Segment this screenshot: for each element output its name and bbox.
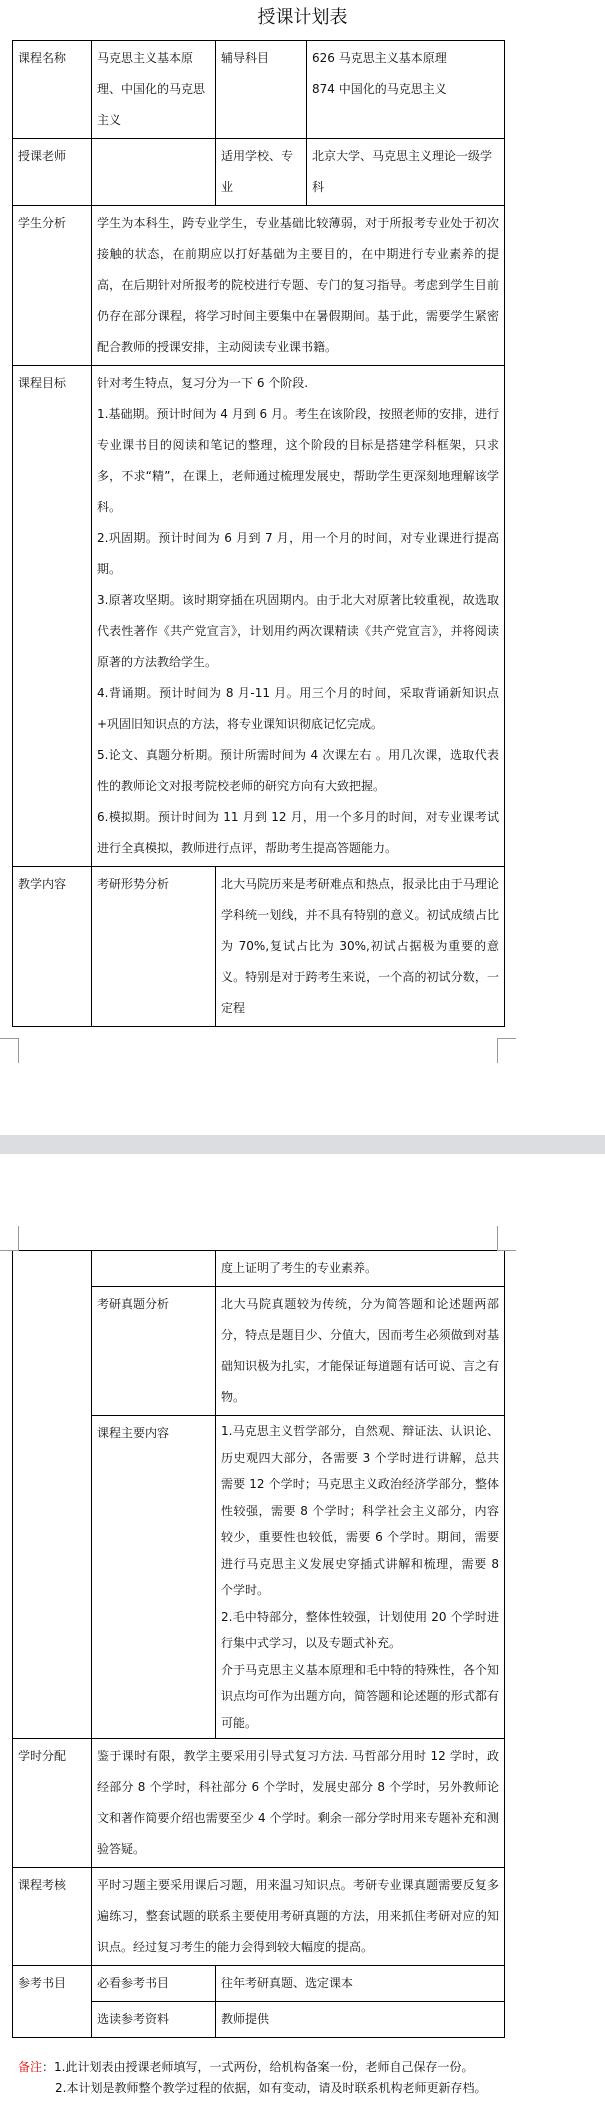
trend-value-continued (216, 1251, 505, 1287)
ref-row-label: 选读参考资料 (92, 2002, 216, 2038)
school-label: 适用学校、专业 (216, 139, 307, 206)
assess-text: 平时习题主要采用课后习题，用来温习知识点。考研专业课真题需要反复多遍练习，整套试题的联系主要使用考研真题的方法，用来抓住考研对应的知识点。经过复习考生的能力会得到较大幅度的提高。 (97, 1878, 500, 1954)
trend-label: 考研形势分析 (92, 867, 216, 1027)
assess-label: 课程考核 (13, 1868, 92, 1966)
plan-table-page2 (12, 1250, 505, 2038)
trend-text: 北大马院历来是考研难点和热点，报录比由于马理论学科统一划线，并不具有特别的意义。初试成绩占比为 70%,复试占比为 30%,初试占据极为重要的意义。特别是对于跨考生来说，一个高的初试分数，一定程 (221, 877, 499, 1015)
trend-value (216, 867, 505, 1027)
content-label-continued (13, 1251, 92, 1739)
hours-text: 鉴于课时有限，教学主要采用引导式复习方法. 马哲部分用时 12 学时，政经部分 8 个学时，科社部分 6 个学时，发展史部分 8 个学时，另外教师论文和著作简要介绍也需要至少 4 个学时。剩余一部分学时用来专题补充和测验答疑。 (97, 1749, 500, 1856)
ref-label: 参考书目 (13, 1966, 92, 2038)
main-paragraph: 2.毛中特部分，整体性较强，计划使用 20 个学时进行集中式学习，以及专题式补充。 (221, 1609, 500, 1650)
trend-label-continued (92, 1251, 216, 1287)
hours-label: 学时分配 (13, 1739, 92, 1868)
page-corner-mark (497, 1226, 516, 1251)
main-paragraph: 1.马克思主义哲学部分，自然观、辩证法、认识论、历史观四大部分，各需要 3 个学时进行讲解，总共需要 12 个学时；马克思主义政治经济学部分，整体性较强，需要 8 个学时；科学社会主义部分，内容较少，重要性也较低，需要 6 个学时。期间，需要进行马克思主义发展史穿插式讲解和梳理，需要 8 个学时。 (221, 1424, 500, 1597)
student-text: 学生为本科生，跨专业学生，专业基础比较薄弱，对于所报考专业处于初次接触的状态，在前期应以打好基础为主要目的，在中期进行专业素养的提高，在后期针对所报考的院校进行专题、专门的复习指导。考虑到学生目前仍存在部分课程，将学习时间主要集中在暑假期间。基于此，需要学生紧密配合教师的授课安排，主动阅读专业课书籍。 (97, 216, 499, 354)
subject-value: 626 马克思主义基本原理 (312, 51, 447, 65)
notes-label: 备注 (18, 2060, 43, 2074)
goal-paragraph: 4.背诵期。预计时间为 8 月-11 月。用三个月的时间，采取背诵新知识点+巩固旧知识点的方法，将专业课知识彻底记忆完成。 (97, 686, 499, 731)
goal-label: 课程目标 (13, 366, 92, 867)
ref-row-label: 必看参考书目 (92, 1966, 216, 2002)
goal-paragraph: 2.巩固期。预计时间为 6 月到 7 月，用一个月的时间，对专业课进行提高期。 (97, 531, 499, 576)
hours-value (92, 1739, 505, 1868)
main-paragraph: 介于马克思主义基本原理和毛中特的特殊性，各个知识点均可作为出题方向，简答题和论述题的形式都有可能。 (221, 1662, 500, 1730)
ref-row-value: 往年考研真题、选定课本 (216, 1966, 505, 2002)
page-title: 授课计划表 (257, 7, 348, 28)
exam-label: 考研真题分析 (92, 1287, 216, 1416)
student-label: 学生分析 (13, 206, 92, 366)
main-value (216, 1416, 505, 1739)
content-label: 教学内容 (13, 867, 92, 1027)
page-break (0, 1027, 605, 1250)
teacher-value (92, 139, 216, 206)
course-name-value: 马克思主义基本原理、中国化的马克思主义 (92, 41, 216, 139)
subject-value: 874 中国化的马克思主义 (312, 82, 447, 96)
ref-row-value: 教师提供 (216, 2002, 505, 2038)
exam-value (216, 1287, 505, 1416)
page-corner-mark (0, 1038, 19, 1063)
course-name-label: 课程名称 (13, 41, 92, 139)
plan-table-page1 (12, 40, 505, 1027)
goal-paragraph: 针对考生特点，复习分为一下 6 个阶段. (97, 376, 309, 390)
notes-colon: ： (42, 2060, 55, 2074)
note-item: 1.此计划表由授课老师填写，一式两份，给机构备案一份，老师自己保存一份。 (54, 2060, 474, 2074)
subject-label: 辅导科目 (216, 41, 307, 139)
student-value (92, 206, 505, 366)
exam-text: 北大马院真题较为传统，分为简答题和论述题两部分，特点是题目少、分值大，因而考生必须做到对基础知识极为扎实，才能保证每道题有话可说、言之有物。 (221, 1297, 500, 1404)
goal-paragraph: 5.论文、真题分析期。预计所需时间为 4 次课左右 。用几次课，选取代表性的教师论文对报考院校老师的研究方向有大致把握。 (97, 748, 499, 793)
teacher-label: 授课老师 (13, 139, 92, 206)
main-label: 课程主要内容 (92, 1416, 216, 1739)
goal-value (92, 366, 505, 867)
goal-paragraph: 1.基础期。预计时间为 4 月到 6 月。考生在该阶段，按照老师的安排，进行专业课书目的阅读和笔记的整理，这个阶段的目标是搭建学科框架，只求多，不求“精”，在课上，老师通过梳理发展史，帮助学生更深刻地理解该学科。 (97, 407, 499, 514)
school-value: 北京大学、马克思主义理论一级学科 (307, 139, 505, 206)
trend-text-continued: 度上证明了考生的专业素养。 (221, 1261, 378, 1275)
assess-value (92, 1868, 505, 1966)
page-corner-mark (0, 1226, 19, 1251)
goal-paragraph: 6.模拟期。预计时间为 11 月到 12 月，用一个多月的时间，对专业课考试进行全真模拟，教师进行点评，帮助考生提高答题能力。 (97, 810, 499, 855)
notes (18, 2057, 605, 2109)
page-break-band (0, 1135, 605, 1154)
goal-paragraph: 3.原著攻坚期。该时期穿插在巩固期内。由于北大对原著比较重视，故选取代表性著作《共产党宣言》，计划用约两次课精读《共产党宣言》，并将阅读原著的方法教给学生。 (97, 593, 499, 669)
subject-values (307, 41, 505, 139)
page-corner-mark (497, 1038, 516, 1063)
note-item: 2.本计划是教师整个教学过程的依据，如有变动，请及时联系机构老师更新存档。 (55, 2081, 487, 2095)
